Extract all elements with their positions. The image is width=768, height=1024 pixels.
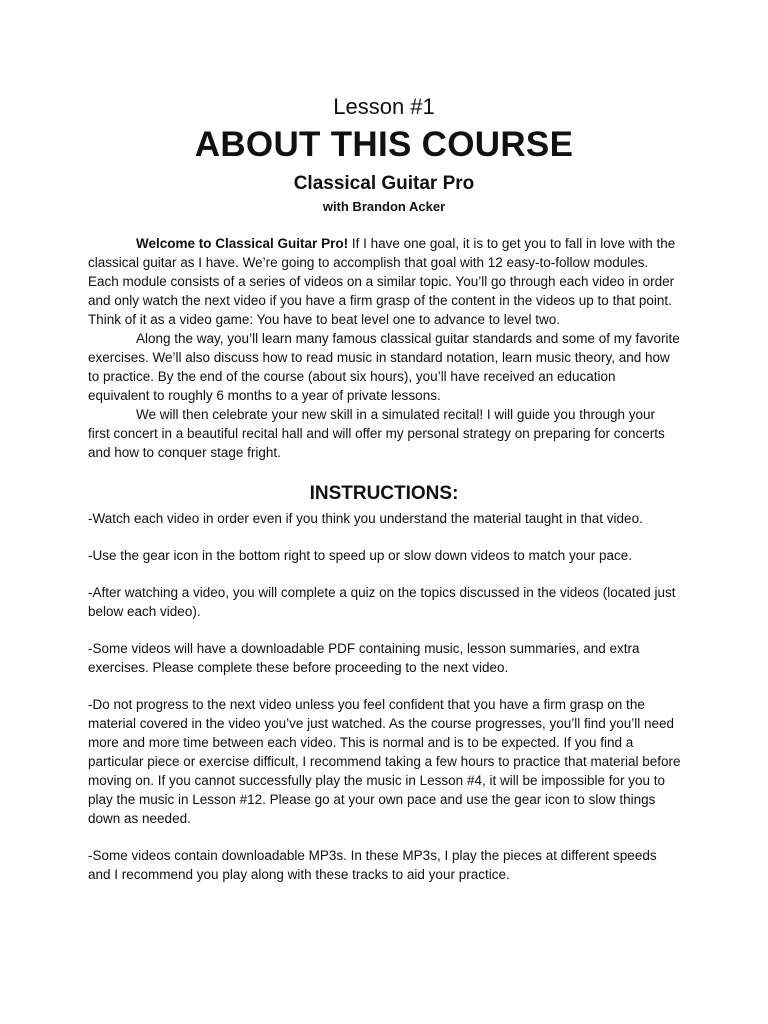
instructions-list (88, 509, 682, 902)
instructions-heading: INSTRUCTIONS: (309, 483, 459, 504)
intro-section (88, 234, 680, 462)
page-title: ABOUT THIS COURSE (194, 125, 574, 164)
intro-paragraph-1-text: If I have one goal, it is to get you to fall in love with the classical guitar as I have. We’re going to accomplish that goal with 12 easy-to-follow modules. Each module consists of a series of videos on a similar topic. You’ll go through each video in order and only watch the next video if you have a firm grasp of the content in the videos up to that point. Think of it as a video game: You have to beat level one to advance to level two. (88, 236, 676, 327)
instruction-item: -Watch each video in order even if you think you understand the material taught in that video. (88, 511, 643, 526)
intro-paragraph-3: We will then celebrate your new skill in a simulated recital! I will guide you through your first concert in a beautiful recital hall and will offer my personal strategy on preparing for concerts and how to conquer stage fright. (88, 407, 665, 460)
course-subtitle: Classical Guitar Pro (293, 173, 475, 194)
instruction-item: -Do not progress to the next video unless you feel confident that you have a firm grasp on the material covered in the video you’ve just watched. As the course progresses, you’ll find you’ll need more and more time between each video. This is normal and is to be expected. If you find a particular piece or exercise difficult, I recommend taking a few hours to practice that material before moving on. If you cannot successfully play the music in Lesson #4, it will be impossible for you to play the music in Lesson #12. Please go at your own pace and use the gear icon to slow things down as needed. (88, 697, 681, 826)
author-byline: with Brandon Acker (322, 199, 446, 214)
intro-paragraph-2: Along the way, you’ll learn many famous classical guitar standards and some of my favorite exercises. We’ll also discuss how to read music in standard notation, learn music theory, and how to practice. By the end of the course (about six hours), you’ll have received an education equivalent to roughly 6 months to a year of private lessons. (88, 331, 680, 403)
lesson-label: Lesson #1 (333, 94, 435, 119)
instruction-item: -Use the gear icon in the bottom right to speed up or slow down videos to match your pace. (88, 548, 633, 563)
instruction-item: -Some videos contain downloadable MP3s. In these MP3s, I play the pieces at different speeds and I recommend you play along with these tracks to aid your practice. (88, 848, 657, 882)
instruction-item: -After watching a video, you will complete a quiz on the topics discussed in the videos (located just below each video). (88, 585, 676, 619)
instruction-item: -Some videos will have a downloadable PDF containing music, lesson summaries, and extra exercises. Please complete these before proceeding to the next video. (88, 641, 640, 675)
intro-lead: Welcome to Classical Guitar Pro! (136, 236, 349, 251)
intro-paragraph-1 (88, 234, 680, 329)
